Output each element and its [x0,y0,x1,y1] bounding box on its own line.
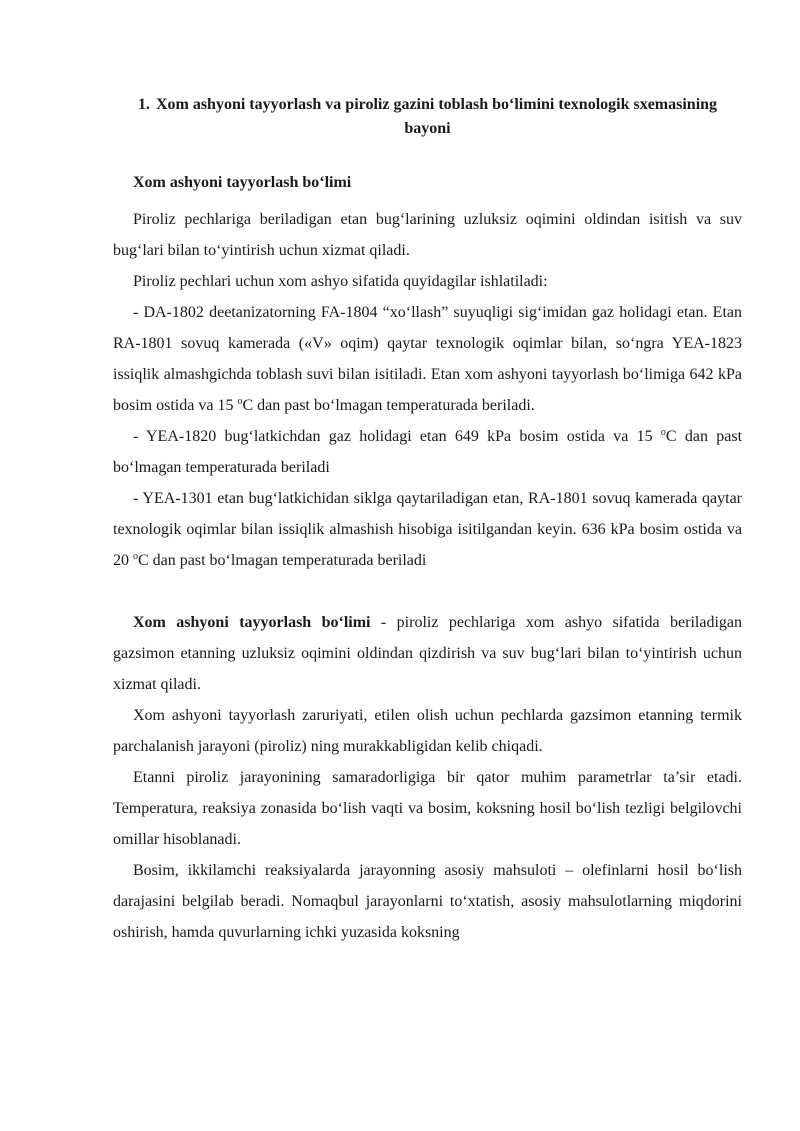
degree-mark: o [237,396,243,407]
title-text: Xom ashyoni tayyorlash va piroliz gazini toblash bo‘limini texnologik sxemasining bayoni [155,96,718,137]
title-number: 1. [137,96,150,113]
paragraph-intro: Piroliz pechlariga beriladigan etan bug‘larining uzluksiz oqimini oldіndan isitish va suv bug‘lari bilan to‘yintirish uchun xizmat qiladi. [113,211,742,259]
list-item-2 [113,421,742,483]
list-item-3-text: - YEA-1301 etan bug‘latkichidan siklga qaytariladigan etan, RA-1801 sovuq kamerada qaytar texnologik oqimlar bilan issiqlik almashish hisobiga isitilgandan keyin. 636 kPa bosim ostida va 20 [113,490,742,569]
list-item-3 [113,483,742,576]
list-item-2-text-end: C dan past bo‘lmagan temperaturada beriladi [113,428,743,476]
list-item-2-text: - YEA-1820 bug‘latkichdan gaz holidagi etan 649 kPa bosim ostida va 15 [133,428,661,445]
paragraph-necessity: Xom ashyoni tayyorlash zaruriyati, etilen olish uchun pechlarda gazsimon etanning termik parchalanish jarayoni (piroliz) ning murakkabligidan kelib chiqadi. [113,707,742,755]
paragraph-raw-materials: Piroliz pechlari uchun xom ashyo sifatida quyidagilar ishlatiladi: [133,273,548,290]
list-item-1-text: - DA-1802 deetanizatorning FA-1804 “xo‘llash” suyuqligi sig‘imidan gaz holidagi etan. Etan RA-1801 sovuq kamerada («V» oqim) qaytar texnologik oqimlar bilan, so‘ngra YEA-1823 issiqlik almashgichda toblash suvi bilan isitiladi. Etan xom ashyoni tayyorlash bo‘limiga 642 kPa bosim ostida va 15 [113,304,742,414]
degree-mark: o [660,427,666,438]
bold-lead: Xom ashyoni tayyorlash bo‘limi [133,614,371,631]
paragraph-pressure: Bosim, ikkilamchi reaksiyalarda jarayonning asosiy mahsuloti – olefinlarni hosil bo‘lish darajasini belgilab beradi. Nomaqbul jarayonlarni to‘xtatish, asosiy mahsulotlarning miqdorini oshirish, hamda quvurlarning ichki yuzasida koksning [113,862,742,941]
document-title [113,93,742,141]
degree-mark: o [133,551,138,562]
definition-text: - piroliz pechlariga xom ashyo sifatida beriladigan gazsimon etanning uzluksiz oqimini oldindan qizdirish va suv bug‘lari bilan to‘yintirish uchun xizmat qiladi. [113,614,742,693]
document-page [113,93,742,948]
paragraph-parameters: Etanni piroliz jarayonining samaradorligiga bir qator muhim parametrlar ta’sir etadi. Temperatura, reaksiya zonasida bo‘lish vaqti va bosim, koksning hosil bo‘lish tezligi belgilovchi omillar hisoblanadi. [113,769,742,848]
list-item-1 [113,297,742,421]
section-heading: Xom ashyoni tayyorlash bo‘limi [133,174,352,191]
paragraph-spacer [113,576,742,607]
list-item-3-text-end: C dan past bo‘lmagan temperaturada beriladi [138,552,427,569]
list-item-1-text-end: C dan past bo‘lmagan temperaturada beriladi. [242,397,535,414]
paragraph-definition [113,607,742,700]
